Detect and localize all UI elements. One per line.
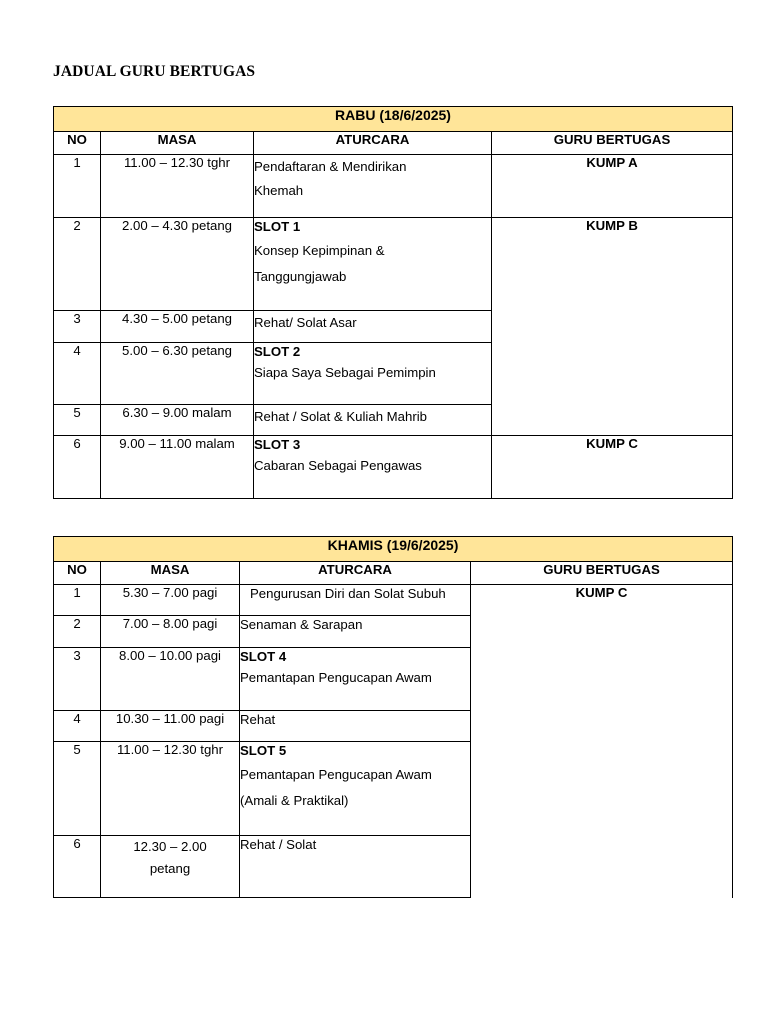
aturcara-line: Tanggungjawab: [254, 269, 347, 284]
col-header-aturcara: ATURCARA: [240, 562, 471, 585]
row-no: 1: [54, 155, 101, 218]
row-no: 6: [54, 436, 101, 499]
schedule-table-rabu: [53, 106, 733, 499]
aturcara-line: Cabaran Sebagai Pengawas: [254, 458, 422, 473]
row-aturcara: [254, 311, 492, 343]
aturcara-line: Khemah: [254, 183, 304, 198]
row-aturcara: [240, 616, 471, 648]
day-header-row: [54, 107, 733, 132]
day-title: RABU (18/6/2025): [54, 107, 733, 132]
row-masa: 5.00 – 6.30 petang: [101, 343, 254, 405]
row-no: 3: [54, 648, 101, 711]
schedule-table-khamis: [53, 536, 733, 898]
aturcara-line: Senaman & Sarapan: [240, 617, 363, 632]
slot-label: SLOT 3: [254, 437, 301, 452]
column-header-row: [54, 132, 733, 155]
row-masa: 4.30 – 5.00 petang: [101, 311, 254, 343]
row-aturcara: [240, 585, 471, 616]
row-masa: 11.00 – 12.30 tghr: [101, 155, 254, 218]
column-header-row: [54, 562, 733, 585]
aturcara-line: Rehat: [240, 712, 276, 727]
aturcara-line: Rehat / Solat: [240, 837, 317, 852]
slot-label: SLOT 2: [254, 344, 301, 359]
slot-label: SLOT 1: [254, 219, 301, 234]
row-no: 4: [54, 343, 101, 405]
row-no: 3: [54, 311, 101, 343]
aturcara-line: Pemantapan Pengucapan Awam: [240, 767, 432, 782]
row-aturcara: [240, 836, 471, 898]
document-title: JADUAL GURU BERTUGAS: [53, 63, 256, 80]
aturcara-line: Konsep Kepimpinan &: [254, 243, 385, 258]
aturcara-line: Rehat/ Solat Asar: [254, 315, 357, 330]
row-no: 6: [54, 836, 101, 898]
col-header-no: NO: [54, 562, 101, 585]
row-aturcara: [254, 155, 492, 218]
row-aturcara: [240, 742, 471, 836]
table-row: [54, 436, 733, 499]
aturcara-line: Pemantapan Pengucapan Awam: [240, 670, 432, 685]
row-no: 4: [54, 711, 101, 742]
col-header-guru: GURU BERTUGAS: [492, 132, 733, 155]
row-masa: 5.30 – 7.00 pagi: [101, 585, 240, 616]
row-masa: 6.30 – 9.00 malam: [101, 405, 254, 436]
aturcara-line: Siapa Saya Sebagai Pemimpin: [254, 365, 436, 380]
table-row: [54, 585, 733, 616]
row-aturcara: [240, 711, 471, 742]
aturcara-line: Rehat / Solat & Kuliah Mahrib: [254, 409, 427, 424]
col-header-masa: MASA: [101, 562, 240, 585]
row-aturcara: [254, 343, 492, 405]
row-masa: 10.30 – 11.00 pagi: [101, 711, 240, 742]
guru-kump-c: KUMP C: [492, 436, 733, 499]
day-header-row: [54, 537, 733, 562]
row-no: 1: [54, 585, 101, 616]
col-header-aturcara: ATURCARA: [254, 132, 492, 155]
guru-kump-c: KUMP C: [471, 585, 733, 898]
col-header-no: NO: [54, 132, 101, 155]
guru-kump-b: KUMP B: [492, 218, 733, 436]
row-no: 2: [54, 218, 101, 311]
slot-label: SLOT 5: [240, 743, 287, 758]
row-no: 5: [54, 742, 101, 836]
guru-kump-a: KUMP A: [492, 155, 733, 218]
row-masa: 11.00 – 12.30 tghr: [101, 742, 240, 836]
row-masa: 9.00 – 11.00 malam: [101, 436, 254, 499]
col-header-guru: GURU BERTUGAS: [471, 562, 733, 585]
row-aturcara: [254, 436, 492, 499]
row-no: 2: [54, 616, 101, 648]
col-header-masa: MASA: [101, 132, 254, 155]
aturcara-line: Pengurusan Diri dan Solat Subuh: [250, 586, 446, 601]
aturcara-line: (Amali & Praktikal): [240, 793, 349, 808]
row-aturcara: [254, 218, 492, 311]
row-aturcara: [240, 648, 471, 711]
row-masa: 7.00 – 8.00 pagi: [101, 616, 240, 648]
aturcara-line: Pendaftaran & Mendirikan: [254, 159, 407, 174]
table-row: [54, 218, 733, 311]
row-aturcara: [254, 405, 492, 436]
masa-line: 12.30 – 2.00: [133, 839, 207, 854]
table-row: [54, 155, 733, 218]
masa-line: petang: [149, 861, 191, 876]
row-masa: [101, 836, 240, 898]
slot-label: SLOT 4: [240, 649, 287, 664]
row-masa: 8.00 – 10.00 pagi: [101, 648, 240, 711]
row-no: 5: [54, 405, 101, 436]
row-masa: 2.00 – 4.30 petang: [101, 218, 254, 311]
day-title: KHAMIS (19/6/2025): [54, 537, 733, 562]
